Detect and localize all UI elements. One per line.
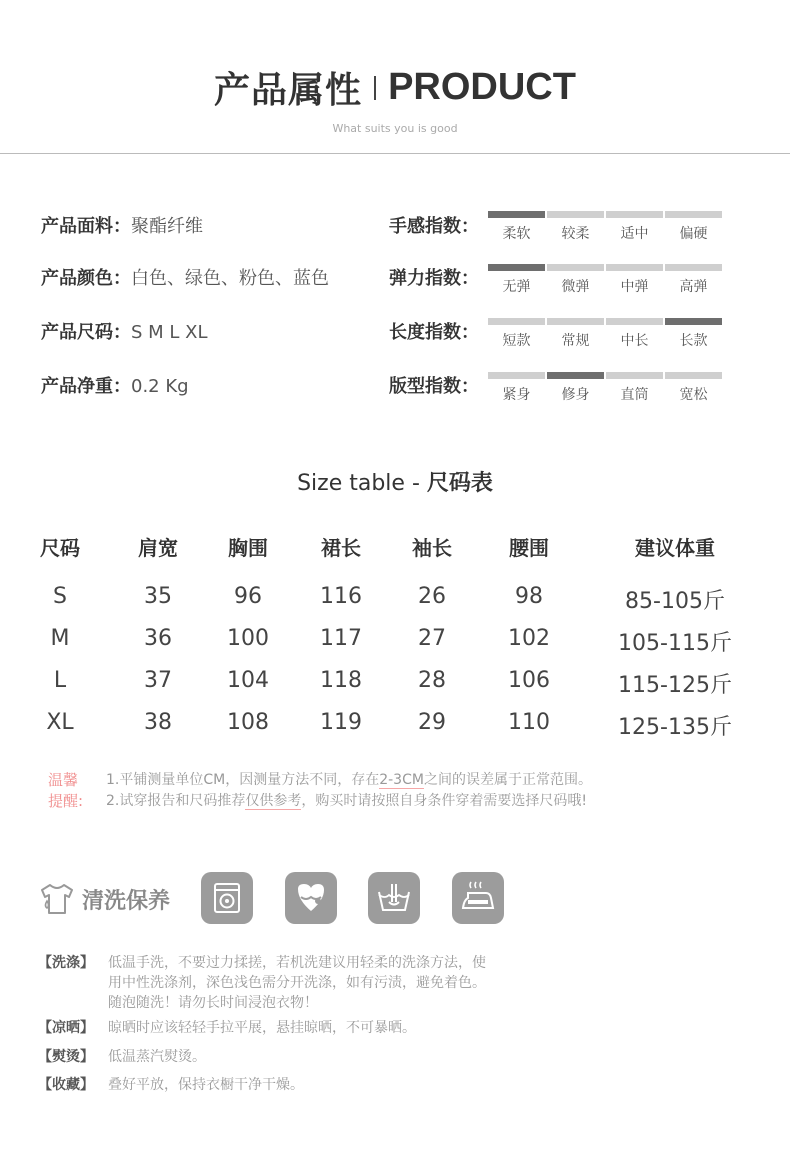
- index-option-bar: [488, 264, 545, 271]
- size-table-title-en: Size table -: [297, 471, 427, 496]
- index-option-label: 较柔: [561, 226, 590, 242]
- care-item-text: [108, 953, 486, 1013]
- index-option-label: 中长: [620, 333, 649, 349]
- header-divider: [0, 153, 790, 154]
- tshirt-drop-icon: [38, 880, 76, 918]
- size-table-cell: M: [50, 626, 70, 651]
- size-table-header: 裙长: [321, 536, 361, 560]
- index-scale-length: [488, 318, 728, 354]
- page-title-cn: 产品属性: [214, 70, 363, 111]
- index-option-bar: [488, 318, 545, 325]
- attribute-colors: [41, 264, 329, 290]
- size-table-cell: 98: [515, 584, 543, 609]
- size-table-title: [0, 466, 790, 497]
- care-item: [38, 953, 486, 1011]
- index-option-label: 长款: [679, 333, 708, 349]
- index-option-label: 宽松: [679, 387, 708, 403]
- note-text: 之间的误差属于正常范围。: [423, 772, 592, 788]
- index-option-label: 紧身: [502, 387, 531, 403]
- size-table-cell: 106: [508, 668, 550, 693]
- index-option: [488, 264, 545, 300]
- index-option: [488, 318, 545, 354]
- index-option: [547, 264, 604, 300]
- size-table-header: 腰围: [509, 536, 549, 560]
- size-table-cell: 118: [320, 668, 362, 693]
- attribute-value: 0.2 Kg: [131, 376, 189, 397]
- index-option-label: 无弹: [502, 279, 531, 295]
- size-table-header: 袖长: [412, 536, 452, 560]
- size-table-header: 肩宽: [138, 536, 178, 560]
- note-line-2: [106, 791, 587, 812]
- index-option: [606, 318, 663, 354]
- index-option-bar: [547, 372, 604, 379]
- index-label-hand-feel: 手感指数：: [389, 216, 479, 237]
- index-option-bar: [547, 211, 604, 218]
- care-item-line: 随泡随洗！请勿长时间浸泡衣物！: [108, 995, 318, 1011]
- index-option: [606, 372, 663, 408]
- index-option-label: 适中: [620, 226, 649, 242]
- size-table-cell: L: [53, 668, 67, 693]
- care-title: 清洗保养: [82, 889, 171, 914]
- size-table-cell: 125-135斤: [618, 715, 732, 740]
- index-option: [547, 318, 604, 354]
- index-option-bar: [606, 372, 663, 379]
- hand-wash-icon: [285, 872, 337, 924]
- index-option: [665, 211, 722, 247]
- size-table-cell: 37: [144, 668, 172, 693]
- care-item-key: 【收藏】: [38, 1077, 94, 1093]
- care-item: [38, 1018, 416, 1038]
- size-table-title-cn: 尺码表: [426, 471, 493, 496]
- size-table-cell: 100: [227, 626, 269, 651]
- index-option-label: 微弹: [561, 279, 590, 295]
- attribute-value: 白色、绿色、粉色、蓝色: [131, 268, 329, 289]
- attribute-label: 产品面料：: [41, 216, 131, 237]
- size-table-cell: 102: [508, 626, 550, 651]
- index-option-label: 短款: [502, 333, 531, 349]
- care-item-text: [108, 1047, 206, 1067]
- index-option: [547, 372, 604, 408]
- care-item-line: 低温手洗，不要过力揉搓，若机洗建议用轻柔的洗涤方法，使: [108, 955, 486, 971]
- index-option-label: 中弹: [620, 279, 649, 295]
- index-option-bar: [547, 264, 604, 271]
- size-table-header: 胸围: [228, 536, 268, 560]
- index-option: [488, 372, 545, 408]
- size-table-cell: S: [53, 584, 67, 609]
- index-scale-hand-feel: [488, 211, 728, 247]
- size-table-header: 建议体重: [635, 536, 715, 560]
- wash-basin-icon: [368, 872, 420, 924]
- note-text: 2.试穿报告和尺码推荐: [106, 793, 246, 809]
- size-table-cell: 26: [418, 584, 446, 609]
- care-item-text: [108, 1018, 416, 1038]
- page-header: [0, 62, 790, 113]
- attribute-label: 产品净重：: [41, 376, 131, 397]
- index-option-bar: [665, 372, 722, 379]
- size-table-header: 尺码: [40, 536, 80, 560]
- index-option-bar: [488, 372, 545, 379]
- attribute-value: S M L XL: [131, 322, 208, 343]
- index-option: [665, 264, 722, 300]
- index-label-elasticity: 弹力指数：: [389, 268, 479, 289]
- index-option-bar: [606, 318, 663, 325]
- care-item-line: 用中性洗涤剂，深色浅色需分开洗涤，如有污渍，避免着色。: [108, 975, 486, 991]
- index-option-label: 直筒: [620, 387, 649, 403]
- care-item-key: 【凉晒】: [38, 1020, 94, 1036]
- note-label-line-1: 温馨: [48, 771, 79, 789]
- care-item: [38, 1075, 304, 1095]
- index-option: [606, 211, 663, 247]
- note-text: 1.平铺测量单位CM，因测量方法不同，存在: [106, 772, 380, 788]
- care-item-text: [108, 1075, 304, 1095]
- index-label-length: 长度指数：: [389, 322, 479, 343]
- care-item-key: 【熨烫】: [38, 1049, 94, 1065]
- size-table-cell: 27: [418, 626, 446, 651]
- note-text: ，购买时请按照自身条件穿着需要选择尺码哦!: [301, 793, 587, 809]
- iron-icon: [452, 872, 504, 924]
- index-option: [488, 211, 545, 247]
- index-option: [606, 264, 663, 300]
- size-table-cell: 110: [508, 710, 550, 735]
- attribute-value: 聚酯纤维: [131, 216, 203, 237]
- size-table-cell: 96: [234, 584, 262, 609]
- index-option-bar: [665, 211, 722, 218]
- note-highlight: 仅供参考: [245, 793, 302, 809]
- size-table-cell: 104: [227, 668, 269, 693]
- size-table-cell: 119: [320, 710, 362, 735]
- index-option: [665, 372, 722, 408]
- index-option: [665, 318, 722, 354]
- size-table-cell: 35: [144, 584, 172, 609]
- size-table-cell: 28: [418, 668, 446, 693]
- index-option-label: 常规: [561, 333, 590, 349]
- size-table-cell: 105-115斤: [618, 631, 732, 656]
- care-item-line: 低温蒸汽熨烫。: [108, 1049, 206, 1065]
- size-table-cell: 29: [418, 710, 446, 735]
- size-table-cell: 108: [227, 710, 269, 735]
- care-item: [38, 1047, 206, 1067]
- care-item-line: 叠好平放，保持衣橱干净干燥。: [108, 1077, 304, 1093]
- care-item-line: 晾晒时应该轻轻手拉平展，悬挂晾晒，不可暴晒。: [108, 1020, 416, 1036]
- index-option-bar: [488, 211, 545, 218]
- size-table-cell: 116: [320, 584, 362, 609]
- attribute-sizes: [41, 318, 208, 344]
- note-label-line-2: 提醒:: [48, 792, 84, 810]
- note-highlight: 2-3CM: [379, 772, 424, 788]
- index-option-bar: [606, 264, 663, 271]
- page-subtitle: What suits you is good: [332, 122, 458, 135]
- size-table-cell: 115-125斤: [618, 673, 732, 698]
- index-option-bar: [665, 318, 722, 325]
- size-table-cell: 85-105斤: [625, 589, 725, 614]
- index-option-label: 修身: [561, 387, 590, 403]
- index-option-label: 柔软: [502, 226, 531, 242]
- care-item-key: 【洗涤】: [38, 955, 94, 971]
- attribute-label: 产品颜色：: [41, 268, 131, 289]
- index-scale-fit: [488, 372, 728, 408]
- size-table-cell: 36: [144, 626, 172, 651]
- index-option-bar: [665, 264, 722, 271]
- note-label: [48, 770, 83, 812]
- size-table-cell: 38: [144, 710, 172, 735]
- page-title-en: PRODUCT: [388, 66, 576, 108]
- index-option-bar: [606, 211, 663, 218]
- size-table-cell: 117: [320, 626, 362, 651]
- attribute-weight: [41, 372, 189, 398]
- index-option-label: 偏硬: [679, 226, 708, 242]
- index-option: [547, 211, 604, 247]
- attribute-label: 产品尺码：: [41, 322, 131, 343]
- index-option-bar: [547, 318, 604, 325]
- washing-machine-icon: [201, 872, 253, 924]
- size-table-cell: XL: [46, 710, 74, 735]
- index-scale-elasticity: [488, 264, 728, 300]
- attribute-fabric: [41, 212, 203, 238]
- title-divider: [374, 76, 376, 100]
- note-line-1: [106, 770, 592, 791]
- index-option-label: 高弹: [679, 279, 708, 295]
- index-label-fit: 版型指数：: [389, 376, 479, 397]
